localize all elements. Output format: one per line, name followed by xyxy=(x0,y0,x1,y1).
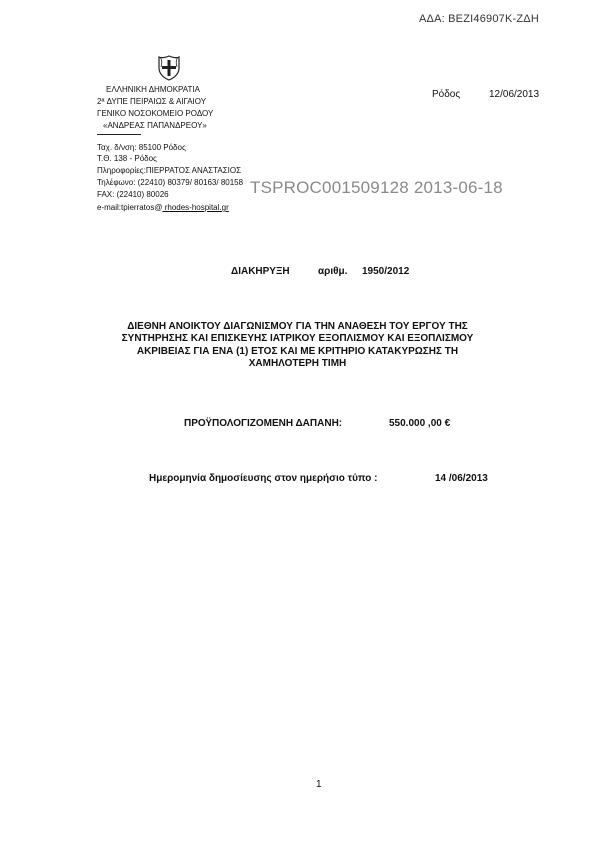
document-date: 12/06/2013 xyxy=(489,89,540,100)
sender-po-box: Τ.Θ. 138 - Ρόδος xyxy=(97,154,157,163)
announcement-number: 1950/2012 xyxy=(362,266,410,277)
publication-date: 14 /06/2013 xyxy=(435,473,488,484)
page-number: 1 xyxy=(316,779,322,790)
greek-emblem-icon xyxy=(158,55,180,81)
sender-phone: Τηλέφωνο: (22410) 80379/ 80163/ 80158 xyxy=(97,178,244,187)
sender-contact: Πληροφορίες:ΠΙΕΡΡΑΤΟΣ ΑΝΑΣΤΑΣΙΟΣ xyxy=(97,166,242,175)
publication-label: Ημερομηνία δημοσίευσης στον ημερήσιο τύπο : xyxy=(149,473,378,484)
sender-email xyxy=(97,202,229,213)
email-prefix: e-mail:tpierratos@ xyxy=(97,203,163,212)
email-domain-link[interactable]: rhodes-hospital.gr xyxy=(162,203,229,212)
sender-line-hospital: ΓΕΝΙΚΟ ΝΟΣΟΚΟΜΕΙΟ ΡΟΔΟΥ xyxy=(97,109,214,118)
subject-line-2: ΣΥΝΤΗΡΗΣΗΣ ΚΑΙ ΕΠΙΣΚΕΥΗΣ ΙΑΤΡΙΚΟΥ ΕΞΟΠΛΙΣΜΟΥ ΚΑΙ ΕΞΟΠΛΙΣΜΟΥ xyxy=(121,333,474,344)
protocol-stamp: TSPROC001509128 2013-06-18 xyxy=(250,178,503,197)
sender-line-hospital-name: «ΑΝΔΡΕΑΣ ΠΑΠΑΝΔΡΕΟΥ» xyxy=(103,121,207,130)
header-divider xyxy=(97,134,141,135)
announcement-num-label: αριθμ. xyxy=(318,266,348,277)
subject-line-4: ΧΑΜΗΛΟΤΕΡΗ ΤΙΜΗ xyxy=(248,358,347,369)
sender-address: Ταχ. δ/νση: 85100 Ρόδος xyxy=(97,143,186,152)
subject-line-3: ΑΚΡΙΒΕΙΑΣ ΓΙΑ ΕΝΑ (1) ΕΤΟΣ ΚΑΙ ΜΕ ΚΡΙΤΗΡΙΟ ΚΑΤΑΚΥΡΩΣΗΣ ΤΗ xyxy=(136,346,459,357)
announcement-label: ΔΙΑΚΗΡΥΞΗ xyxy=(231,266,290,277)
sender-line-country: ΕΛΛΗΝΙΚΗ ΔΗΜΟΚΡΑΤΙΑ xyxy=(106,85,200,94)
budget-value: 550.000 ,00 € xyxy=(389,418,451,429)
subject-line-1: ΔΙΕΘΝΗ ΑΝΟΙΚΤΟΥ ΔΙΑΓΩΝΙΣΜΟΥ ΓΙΑ ΤΗΝ ΑΝΑΘΕΣΗ ΤΟΥ ΕΡΓΟΥ ΤΗΣ xyxy=(127,321,468,332)
sender-line-health-region: 2ª ΔΥΠΕ ΠΕΙΡΑΙΩΣ & ΑΙΓΑΙΟΥ xyxy=(97,97,207,106)
place: Ρόδος xyxy=(432,89,461,100)
budget-label: ΠΡΟΫΠΟΛΟΓΙΖΟΜΕΝΗ ΔΑΠΑΝΗ: xyxy=(184,418,343,429)
sender-fax: FAX: (22410) 80026 xyxy=(97,190,169,199)
ada-code: ΑΔΑ: ΒΕΖΙ46907Κ-ΖΔΗ xyxy=(419,13,539,25)
